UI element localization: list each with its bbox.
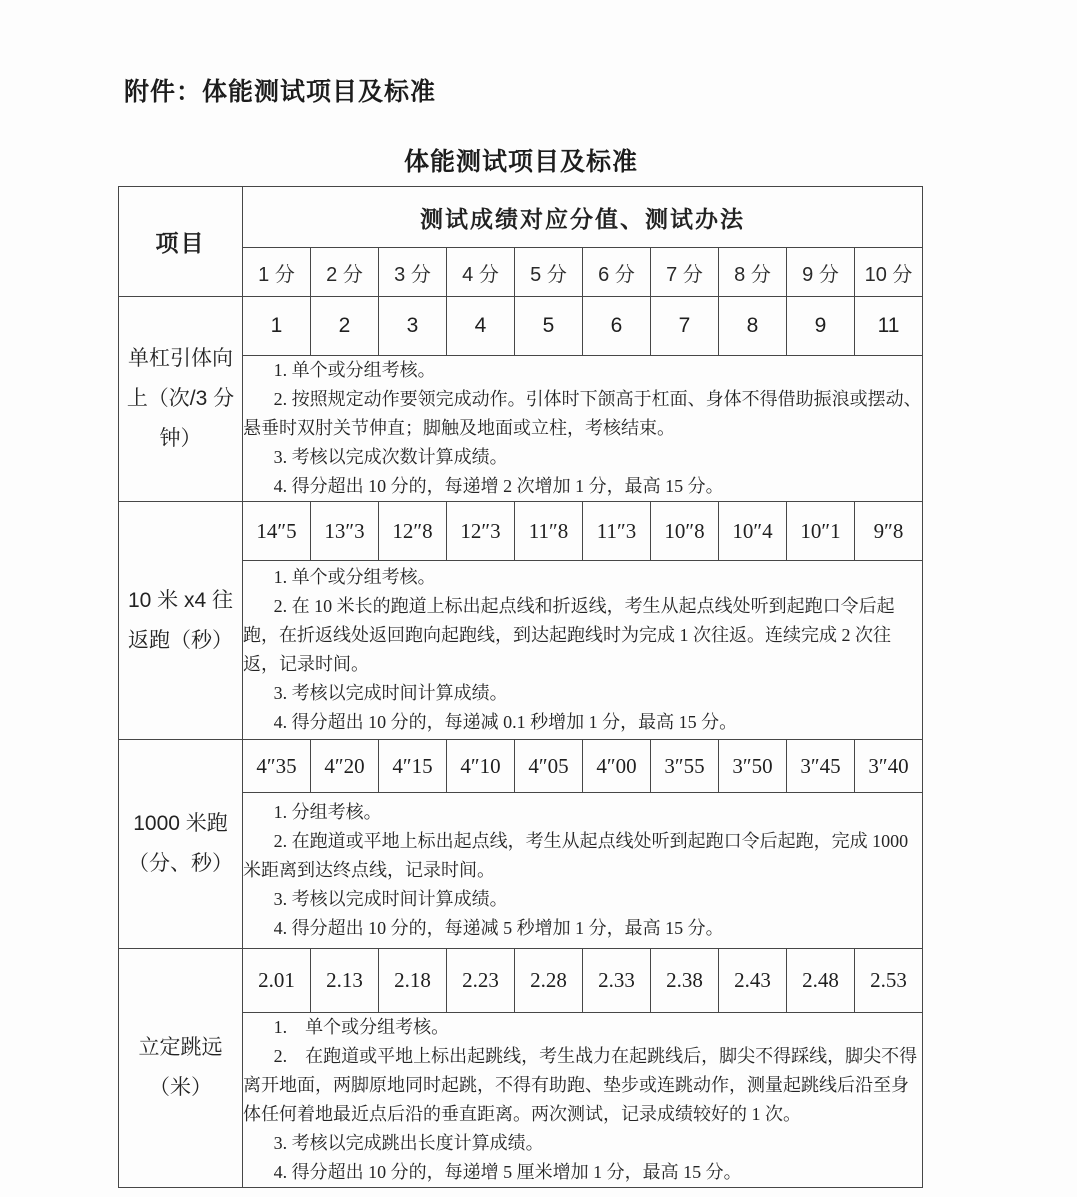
score-value-cell: 4″00 [583, 740, 651, 793]
method-paragraph: 4. 得分超出 10 分的，每递增 5 厘米增加 1 分，最高 15 分。 [273, 1162, 742, 1182]
table-row-pullups-values [119, 297, 923, 356]
item-name-pullups: 单杠引体向上（次/3 分钟） [119, 297, 243, 502]
method-cell-longjump [243, 1013, 923, 1188]
document-content [118, 0, 924, 1188]
score-col-label-5: 5 分 [515, 248, 583, 297]
score-value-cell: 2.53 [855, 949, 923, 1013]
method-paragraph: 4. 得分超出 10 分的，每递减 5 秒增加 1 分，最高 15 分。 [273, 918, 724, 938]
score-value-cell: 3″45 [787, 740, 855, 793]
table-title: 体能测试项目及标准 [403, 148, 638, 176]
score-value-cell: 4″15 [379, 740, 447, 793]
item-name-shuttlerun: 10 米 x4 往返跑（秒） [119, 502, 243, 740]
score-value-cell: 6 [583, 297, 651, 356]
method-cell-pullups [243, 356, 923, 502]
method-paragraph: 3. 考核以完成时间计算成绩。 [273, 889, 508, 909]
method-paragraph: 2. 在跑道或平地上标出起跳线，考生战力在起跳线后，脚尖不得踩线，脚尖不得离开地面，两脚原地同时起跳，不得有助跑、垫步或连跳动作，测量起跳线后沿至身体任何着地最近点后沿的垂直距离。两次测试，记录成绩较好的 1 次。 [243, 1046, 918, 1124]
score-value-cell: 14″5 [243, 502, 311, 561]
score-value-cell: 2.33 [583, 949, 651, 1013]
score-value-cell: 2.28 [515, 949, 583, 1013]
score-value-cell: 2.13 [311, 949, 379, 1013]
score-value-cell: 9 [787, 297, 855, 356]
score-value-cell: 10″1 [787, 502, 855, 561]
score-value-cell: 3″55 [651, 740, 719, 793]
score-col-label-1: 1 分 [243, 248, 311, 297]
score-value-cell: 11 [855, 297, 923, 356]
score-value-cell: 4″20 [311, 740, 379, 793]
score-value-cell: 13″3 [311, 502, 379, 561]
score-value-cell: 2 [311, 297, 379, 356]
score-value-cell: 5 [515, 297, 583, 356]
score-value-cell: 2.18 [379, 949, 447, 1013]
score-col-label-9: 9 分 [787, 248, 855, 297]
method-paragraph: 1. 单个或分组考核。 [273, 360, 436, 380]
score-value-cell: 12″8 [379, 502, 447, 561]
score-value-cell: 10″8 [651, 502, 719, 561]
method-paragraph: 1. 单个或分组考核。 [273, 1017, 450, 1037]
method-paragraph: 4. 得分超出 10 分的，每递增 2 次增加 1 分，最高 15 分。 [273, 476, 724, 496]
score-value-cell: 9″8 [855, 502, 923, 561]
method-paragraph: 1. 分组考核。 [273, 802, 382, 822]
score-value-cell: 4″10 [447, 740, 515, 793]
score-value-cell: 11″3 [583, 502, 651, 561]
method-paragraph: 2. 在 10 米长的跑道上标出起点线和折返线，考生从起点线处听到起跑口令后起跑，在折返线处返回跑向起跑线，到达起跑线时为完成 1 次往返。连续完成 2 次往返，记录时间。 [243, 596, 895, 674]
method-cell-shuttlerun [243, 561, 923, 740]
score-value-cell: 7 [651, 297, 719, 356]
score-value-cell: 2.23 [447, 949, 515, 1013]
score-col-label-8: 8 分 [719, 248, 787, 297]
score-value-cell: 3 [379, 297, 447, 356]
method-cell-1000m [243, 793, 923, 949]
score-value-cell: 11″8 [515, 502, 583, 561]
scores-column-header: 测试成绩对应分值、测试办法 [243, 187, 923, 248]
score-col-label-6: 6 分 [583, 248, 651, 297]
score-value-cell: 2.38 [651, 949, 719, 1013]
score-value-cell: 2.48 [787, 949, 855, 1013]
score-value-cell: 2.01 [243, 949, 311, 1013]
score-value-cell: 3″50 [719, 740, 787, 793]
method-paragraph: 3. 考核以完成跳出长度计算成绩。 [273, 1133, 544, 1153]
score-col-label-7: 7 分 [651, 248, 719, 297]
score-value-cell: 2.43 [719, 949, 787, 1013]
method-paragraph: 2. 按照规定动作要领完成动作。引体时下颌高于杠面、身体不得借助振浪或摆动、悬垂时双肘关节伸直；脚触及地面或立柱，考核结束。 [243, 389, 922, 438]
score-col-label-2: 2 分 [311, 248, 379, 297]
score-col-label-3: 3 分 [379, 248, 447, 297]
score-value-cell: 1 [243, 297, 311, 356]
attachment-title: 附件：体能测试项目及标准 [124, 78, 437, 106]
method-paragraph: 3. 考核以完成时间计算成绩。 [273, 683, 508, 703]
item-name-longjump: 立定跳远（米） [119, 949, 243, 1188]
method-paragraph: 1. 单个或分组考核。 [273, 567, 436, 587]
score-value-cell: 8 [719, 297, 787, 356]
table-header-row [119, 187, 923, 248]
table-row-longjump-values [119, 949, 923, 1013]
table-row-shuttlerun-values [119, 502, 923, 561]
score-value-cell: 3″40 [855, 740, 923, 793]
score-value-cell: 12″3 [447, 502, 515, 561]
table-row-1000m-values [119, 740, 923, 793]
fitness-standards-table [118, 186, 923, 1188]
score-value-cell: 4″05 [515, 740, 583, 793]
score-value-cell: 4 [447, 297, 515, 356]
method-paragraph: 2. 在跑道或平地上标出起点线，考生从起点线处听到起跑口令后起跑，完成 1000 米距离到达终点线，记录时间。 [243, 831, 913, 880]
score-col-label-10: 10 分 [855, 248, 923, 297]
method-paragraph: 4. 得分超出 10 分的，每递减 0.1 秒增加 1 分，最高 15 分。 [273, 712, 738, 732]
score-col-label-4: 4 分 [447, 248, 515, 297]
score-value-cell: 10″4 [719, 502, 787, 561]
item-column-header: 项目 [119, 187, 243, 297]
score-value-cell: 4″35 [243, 740, 311, 793]
item-name-1000m: 1000 米跑（分、秒） [119, 740, 243, 949]
method-paragraph: 3. 考核以完成次数计算成绩。 [273, 447, 508, 467]
